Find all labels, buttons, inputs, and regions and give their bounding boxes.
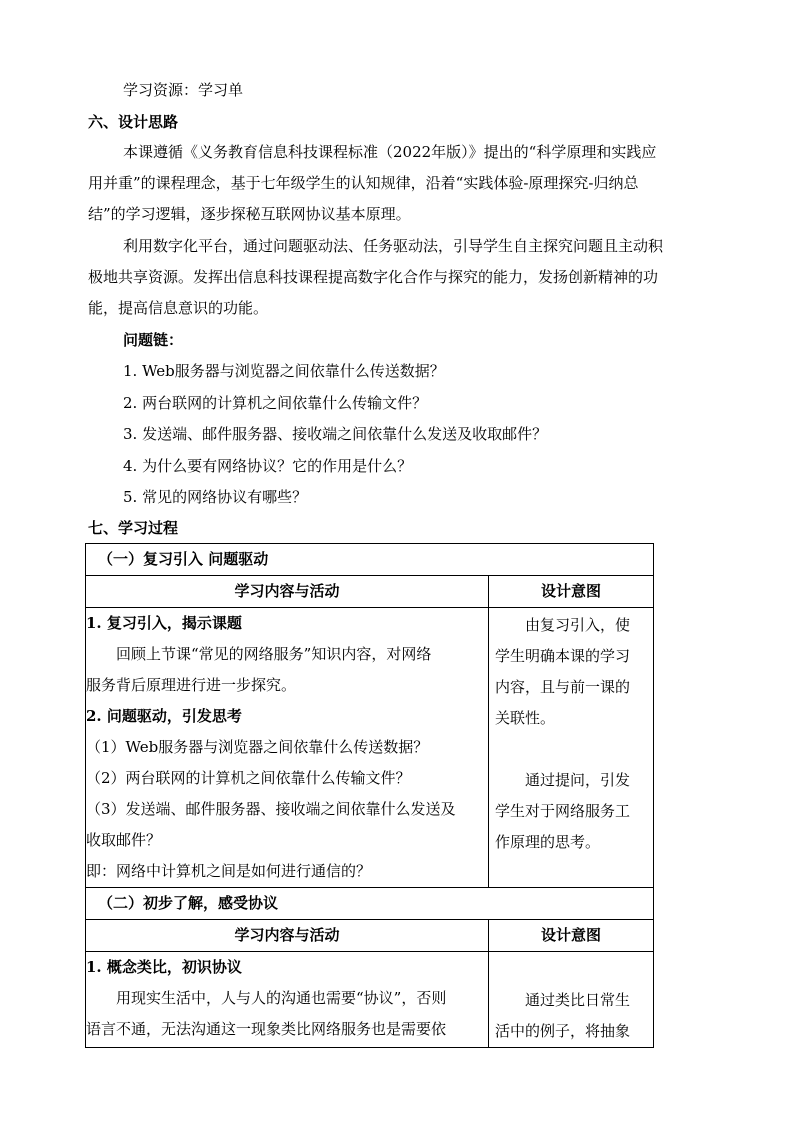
column-header-design-intent: 设计意图 <box>489 920 654 952</box>
design-para1-line2: 用并重”的课程理念，基于七年级学生的认知规律，沿着“实践体验-原理探究-归纳总 <box>88 174 639 192</box>
content-row <box>86 608 654 888</box>
activity-text: 语言不通，无法沟通这一现象类比网络服务也是需要依 <box>86 1020 447 1038</box>
column-header-activities: 学习内容与活动 <box>86 576 489 608</box>
section-row <box>86 888 654 920</box>
header-row <box>86 576 654 608</box>
section-1-title: （一）复习引入 问题驱动 <box>86 544 654 576</box>
design-intent-cell <box>489 952 654 1048</box>
design-para2-line3: 能，提高信息意识的功能。 <box>88 299 269 317</box>
activity-text: 服务背后原理进行进一步探究。 <box>86 676 297 694</box>
activity-text: 用现实生活中，人与人的沟通也需要“协议”，否则 <box>116 989 447 1007</box>
header-row <box>86 920 654 952</box>
activity-text: 回顾上节课“常见的网络服务”知识内容，对网络 <box>116 645 432 663</box>
intent-spacer <box>495 954 647 985</box>
intent-text: 作原理的思考。 <box>495 833 601 851</box>
activities-cell <box>86 952 489 1048</box>
intent-text: 内容，且与前一课的 <box>495 678 631 696</box>
question-chain-item: 3. 发送端、邮件服务器、接收端之间依靠什么发送及收取邮件？ <box>123 425 548 443</box>
question-chain-item: 2. 两台联网的计算机之间依靠什么传输文件？ <box>123 394 428 412</box>
design-para2-line1: 利用数字化平台，通过问题驱动法、任务驱动法，引导学生自主探究问题且主动积 <box>123 237 664 255</box>
activity-conclusion: 即：网络中计算机之间是如何进行通信的？ <box>86 862 372 880</box>
intent-text: 学生明确本课的学习 <box>495 647 631 665</box>
activity-heading: 2. 问题驱动，引发思考 <box>86 707 242 725</box>
section-row <box>86 544 654 576</box>
intent-text: 活中的例子，将抽象 <box>495 1022 631 1040</box>
question-chain-item: 5. 常见的网络协议有哪些？ <box>123 488 308 506</box>
activity-question: （1）Web服务器与浏览器之间依靠什么传送数据？ <box>86 738 429 756</box>
activity-heading: 1. 复习引入，揭示课题 <box>86 614 242 632</box>
section-7-heading: 七、学习过程 <box>88 519 179 537</box>
activity-question: （3）发送端、邮件服务器、接收端之间依靠什么发送及 <box>86 800 456 818</box>
column-header-activities: 学习内容与活动 <box>86 920 489 952</box>
intent-text: 通过提问，引发 <box>525 771 631 789</box>
intent-text: 关联性。 <box>495 709 556 727</box>
question-chain-title: 问题链： <box>123 331 184 349</box>
section-6-heading: 六、设计思路 <box>88 113 179 131</box>
design-intent-cell <box>489 608 654 888</box>
question-chain-item: 1. Web服务器与浏览器之间依靠什么传送数据？ <box>123 362 445 380</box>
question-chain-item: 4. 为什么要有网络协议？它的作用是什么？ <box>123 457 413 475</box>
content-row <box>86 952 654 1048</box>
activity-question: 收取邮件？ <box>86 831 162 849</box>
design-para2-line2: 极地共享资源。发挥出信息科技课程提高数字化合作与探究的能力，发扬创新精神的功 <box>88 268 659 286</box>
learning-resources: 学习资源：学习单 <box>123 81 244 99</box>
activities-cell <box>86 608 489 888</box>
activity-heading: 1. 概念类比，初识协议 <box>86 958 242 976</box>
design-para1-line1: 本课遵循《义务教育信息科技课程标准（2022年版）》提出的“科学原理和实践应 <box>123 143 657 161</box>
design-para1-line3: 结”的学习逻辑，逐步探秘互联网协议基本原理。 <box>88 205 411 223</box>
intent-text: 由复习引入，使 <box>525 616 631 634</box>
learning-process-table <box>85 543 654 1048</box>
section-2-title: （二）初步了解，感受协议 <box>86 888 654 920</box>
intent-text: 学生对于网络服务工 <box>495 802 631 820</box>
intent-text: 通过类比日常生 <box>525 991 631 1009</box>
intent-spacer <box>495 734 647 765</box>
activity-question: （2）两台联网的计算机之间依靠什么传输文件？ <box>86 769 411 787</box>
column-header-design-intent: 设计意图 <box>489 576 654 608</box>
